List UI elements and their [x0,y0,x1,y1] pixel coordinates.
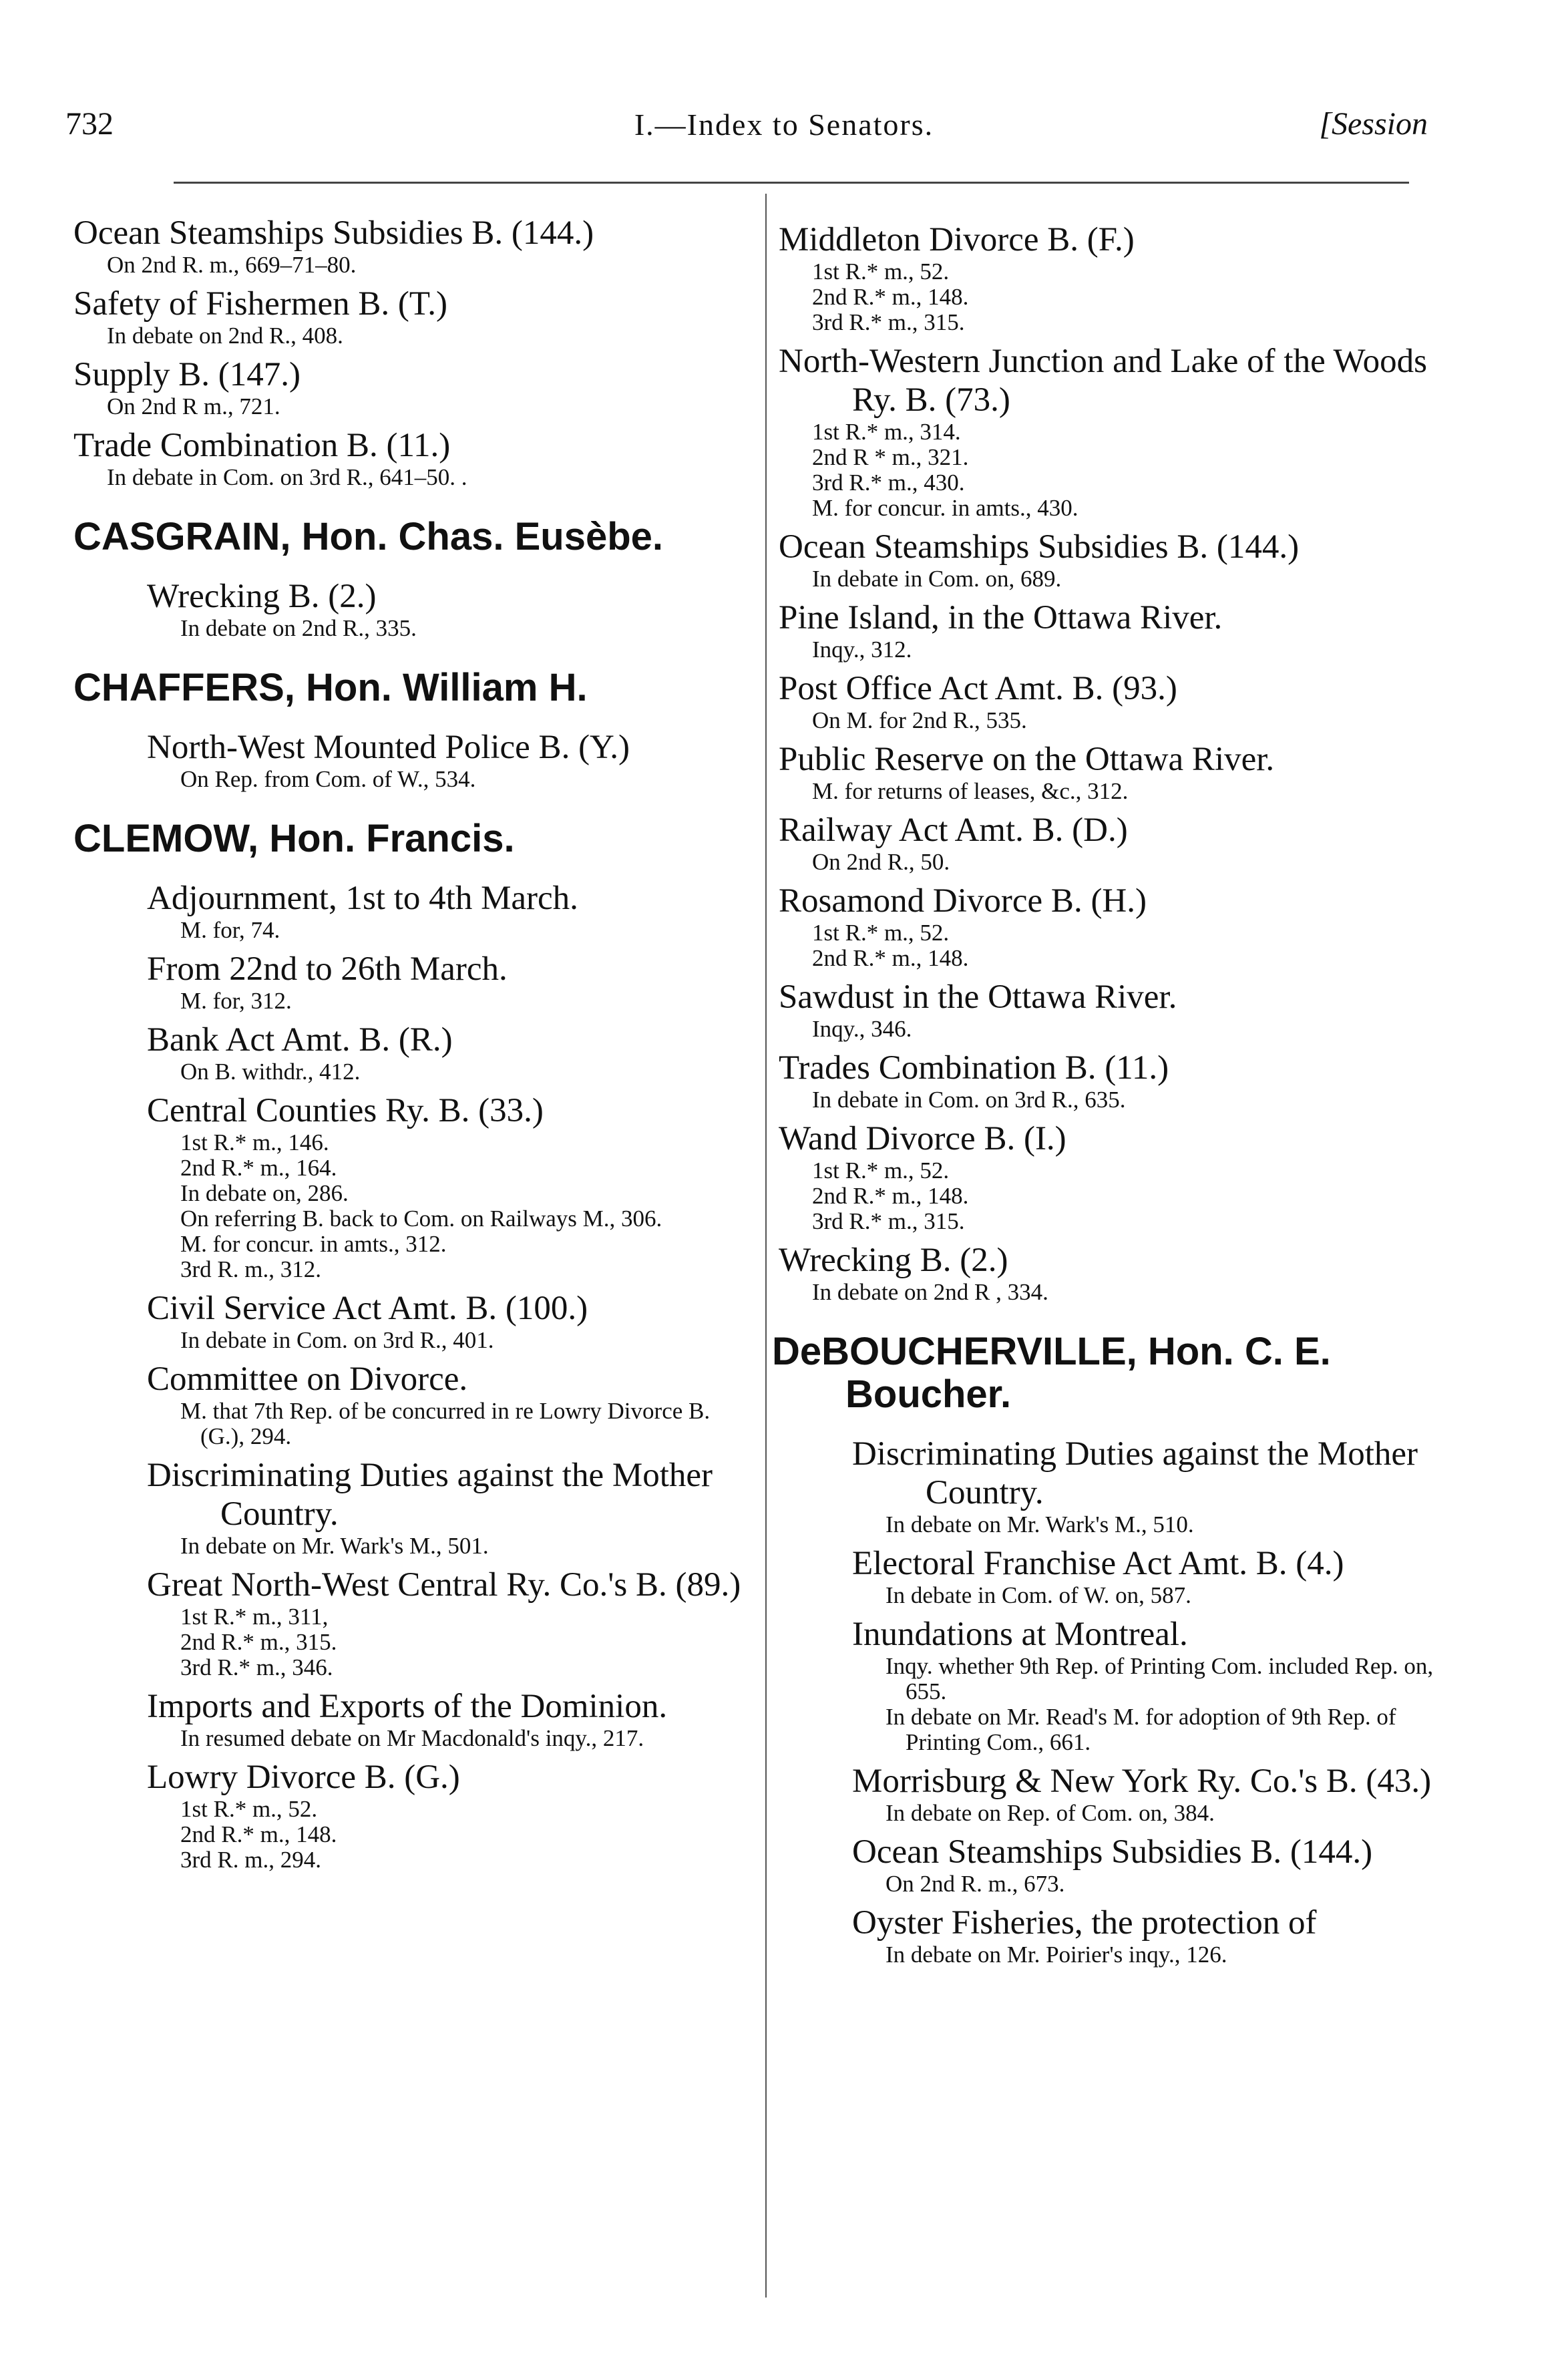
index-entry-reference: On 2nd R., 50. [812,849,950,875]
index-entry-reference: In debate in Com. of W. on, 587. [886,1582,1191,1608]
index-entry-title: Supply B. (147.) [73,356,301,393]
index-entry-reference: 1st R.* m., 52. [812,258,950,285]
index-entry-reference: In debate on Mr. Poirier's inqy., 126. [886,1942,1227,1968]
index-entry-title: Morrisburg & New York Ry. Co.'s B. (43.) [852,1763,1432,1800]
index-entry-title: Central Counties Ry. B. (33.) [147,1092,544,1129]
page-number: 732 [65,106,114,142]
index-entry-reference: 2nd R.* m., 315. [180,1629,337,1655]
index-entry-title: Wand Divorce B. (I.) [779,1120,1066,1157]
column-divider [765,194,767,2298]
index-entry-reference: In debate on 2nd R , 334. [812,1279,1048,1305]
index-entry-title: Public Reserve on the Ottawa River. [779,741,1275,778]
header-rule [174,182,1409,184]
index-entry-reference: 2nd R.* m., 148. [812,945,969,971]
index-entry-reference: 1st R.* m., 52. [812,920,950,946]
index-entry-title: Middleton Divorce B. (F.) [779,221,1135,258]
index-entry-reference: 3rd R.* m., 430. [812,470,965,496]
index-entry-reference: In debate on 2nd R., 335. [180,615,417,641]
index-entry-title: Electoral Franchise Act Amt. B. (4.) [852,1545,1344,1582]
index-entry-title: Discriminating Duties against the Mother Country. [852,1435,1418,1511]
index-entry-reference: On Rep. from Com. of W., 534. [180,766,476,792]
index-entry-title: North-West Mounted Police B. (Y.) [147,729,630,766]
index-entry-reference: In debate in Com. on, 689. [812,566,1062,592]
index-entry-reference: In debate on, 286. [180,1180,349,1206]
index-entry-title: Pine Island, in the Ottawa River. [779,599,1223,636]
index-entry-reference: On referring B. back to Com. on Railways M., 306. [180,1206,662,1232]
running-session: [Session [1319,106,1428,142]
index-entry-reference: Inqy., 346. [812,1016,912,1042]
index-entry-reference: M. for concur. in amts., 312. [180,1231,447,1257]
index-entry-reference: 1st R.* m., 52. [812,1157,950,1183]
index-entry-reference: In debate on Mr. Wark's M., 510. [886,1511,1194,1537]
index-entry-title: Ocean Steamships Subsidies B. (144.) [852,1833,1373,1871]
index-entry-title: Sawdust in the Ottawa River. [779,978,1177,1016]
index-entry-reference: In resumed debate on Mr Macdonald's inqy., 217. [180,1725,644,1751]
index-entry-reference: 1st R.* m., 52. [180,1796,318,1822]
left-column [73,214,748,1873]
index-entry-reference: M. for concur. in amts., 430. [812,495,1079,521]
index-entry-title: Adjournment, 1st to 4th March. [147,880,578,917]
index-entry-title: Discriminating Duties against the Mother Country. [147,1457,713,1533]
index-entry-title: Trade Combination B. (11.) [73,427,451,464]
senator-heading: CASGRAIN, Hon. Chas. Eusèbe. [73,515,664,558]
index-entry-reference: In debate in Com. on 3rd R., 401. [180,1327,494,1353]
index-entry-title: Ocean Steamships Subsidies B. (144.) [73,214,594,252]
index-entry-reference: 1st R.* m., 314. [812,419,961,445]
index-entry-reference: On M. for 2nd R., 535. [812,707,1027,733]
index-entry-title: Lowry Divorce B. (G.) [147,1759,460,1796]
index-entry-title: Safety of Fishermen B. (T.) [73,285,447,323]
index-entry-reference: 2nd R.* m., 148. [180,1821,337,1847]
index-entry-reference: In debate on Mr. Wark's M., 501. [180,1533,489,1559]
index-entry-reference: 1st R.* m., 146. [180,1129,329,1155]
index-entry-reference: Inqy., 312. [812,636,912,663]
index-entry-reference: M. for, 74. [180,917,280,943]
index-entry-reference: In debate in Com. on 3rd R., 641–50. . [107,464,467,490]
index-entry-reference: In debate on Rep. of Com. on, 384. [886,1800,1215,1826]
index-entry-title: Civil Service Act Amt. B. (100.) [147,1290,588,1327]
index-entry-reference: On B. withdr., 412. [180,1059,361,1085]
index-entry-title: Oyster Fisheries, the protection of [852,1904,1317,1942]
running-title: I.—Index to Senators. [634,108,934,142]
right-column [772,214,1453,1968]
index-entry-title: Inundations at Montreal. [852,1616,1188,1653]
senator-heading: CHAFFERS, Hon. William H. [73,666,588,709]
senator-heading: CLEMOW, Hon. Francis. [73,817,515,860]
index-entry-reference: On 2nd R. m., 669–71–80. [107,252,357,278]
index-entry-title: Ocean Steamships Subsidies B. (144.) [779,528,1300,566]
index-entry-reference: 2nd R.* m., 148. [812,284,969,310]
index-entry-reference: In debate on 2nd R., 408. [107,323,343,349]
index-entry-title: Imports and Exports of the Dominion. [147,1688,668,1725]
index-entry-title: From 22nd to 26th March. [147,950,508,988]
index-entry-title: Committee on Divorce. [147,1360,468,1398]
index-entry-title: Railway Act Amt. B. (D.) [779,811,1128,849]
index-entry-reference: 1st R.* m., 311, [180,1604,329,1630]
index-entry-title: Wrecking B. (2.) [779,1242,1008,1279]
index-entry-title: Rosamond Divorce B. (H.) [779,882,1147,920]
index-entry-reference: 2nd R * m., 321. [812,444,969,470]
index-entry-reference: 3rd R.* m., 346. [180,1654,333,1680]
index-entry-reference: M. for returns of leases, &c., 312. [812,778,1129,804]
index-entry-reference: 2nd R.* m., 148. [812,1183,969,1209]
index-entry-reference: 3rd R.* m., 315. [812,309,965,335]
index-entry-reference: On 2nd R m., 721. [107,393,280,419]
index-entry-reference: 3rd R. m., 312. [180,1256,321,1282]
index-entry-title: Wrecking B. (2.) [147,578,377,615]
index-entry-reference: In debate in Com. on 3rd R., 635. [812,1087,1126,1113]
index-entry-reference: 3rd R.* m., 315. [812,1208,965,1234]
index-entry-reference: In debate on Mr. Read's M. for adoption of 9th Rep. of Printing Com., 661. [886,1704,1396,1755]
index-entry-reference: 3rd R. m., 294. [180,1847,321,1873]
index-entry-title: Bank Act Amt. B. (R.) [147,1021,453,1059]
index-entry-title: Trades Combination B. (11.) [779,1049,1169,1087]
index-entry-reference: On 2nd R. m., 673. [886,1871,1065,1897]
index-entry-reference: 2nd R.* m., 164. [180,1155,337,1181]
index-entry-title: Great North-West Central Ry. Co.'s B. (89.) [147,1566,741,1604]
senator-heading: DeBOUCHERVILLE, Hon. C. E. Boucher. [772,1330,1331,1416]
index-entry-reference: Inqy. whether 9th Rep. of Printing Com. included Rep. on, 655. [886,1653,1434,1704]
index-entry-title: North-Western Junction and Lake of the Woods Ry. B. (73.) [779,343,1427,419]
index-entry-reference: M. that 7th Rep. of be concurred in re Lowry Divorce B. (G.), 294. [180,1398,711,1449]
index-entry-reference: M. for, 312. [180,988,292,1014]
index-entry-title: Post Office Act Amt. B. (93.) [779,670,1177,707]
